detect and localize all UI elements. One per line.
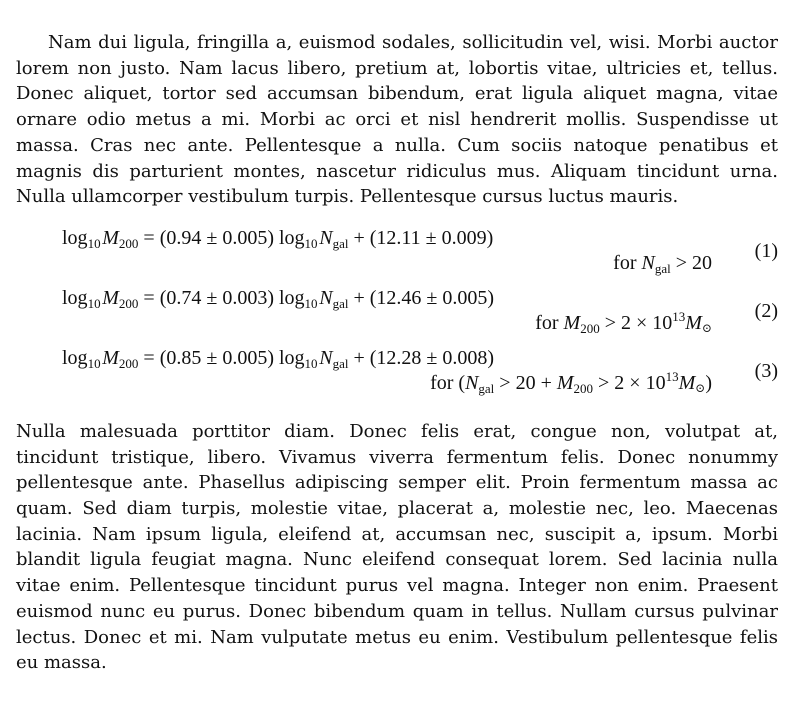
- equation-2-condition: for $M_{200} > 2 \times 10^{13}M_⊙$: [535, 308, 712, 336]
- equation-1-number: (1): [754, 239, 778, 262]
- paragraph-1: Nam dui ligula, fringilla a, euismod sodales, sollicitudin vel, wisi. Morbi auctor lorem non justo. Nam lacus libero, pretium at, lobortis vitae, ultricies et, tellus. Donec aliquet, tortor sed accumsan bibendum, erat ligula aliquet magna, vitae ornare odio metus a mi. Morbi ac orci et nisl hendrerit mollis. Suspendisse ut massa. Cras nec ante. Pellentesque a nulla. Cum sociis natoque penatibus et magnis dis parturient montes, nascetur ridiculus mus. Aliquam tincidunt urna. Nulla ullamcorper vestibulum turpis. Pellentesque cursus luctus mauris.: [16, 32, 778, 208]
- sun-symbol-icon: ⊙: [695, 380, 706, 395]
- equation-3-condition: for $(N_{gal} > 20 + M_{200} > 2 \times 10^{13}M_⊙)$: [430, 368, 712, 396]
- equation-1-condition: for $N_{gal} > 20$: [613, 251, 712, 276]
- equation-1: [16, 225, 778, 285]
- paragraph-2: Nulla malesuada porttitor diam. Donec felis erat, congue non, volutpat at, tincidunt tristique, libero. Vivamus viverra fermentum felis. Donec nonummy pellentesque ante. Phasellus adipiscing semper elit. Proin fermentum massa ac quam. Sed diam turpis, molestie vitae, placerat a, molestie nec, leo. Maecenas lacinia. Nam ipsum ligula, eleifend at, accumsan nec, suscipit a, ipsum. Morbi blandit ligula feugiat magna. Nunc eleifend consequat lorem. Sed lacinia nulla vitae enim. Pellentesque tincidunt purus vel magna. Integer non enim. Praesent euismod nunc eu purus. Donec bibendum quam in tellus. Nullam cursus pulvinar lectus. Donec et mi. Nam vulputate metus eu enim. Vestibulum pellentesque felis eu massa.: [16, 420, 778, 674]
- equation-2-main: $\log_{10}$ $M_{200} = (0.74 \pm 0.003)$ $\log_{10}$ $N_{gal} + (12.46 \pm 0.005)$: [62, 286, 495, 311]
- equation-2-number: (2): [754, 299, 778, 322]
- equation-3: [16, 345, 778, 405]
- equation-3-number: (3): [754, 359, 778, 382]
- document-page: [16, 30, 778, 676]
- equation-3-main: $\log_{10}$ $M_{200} = (0.85 \pm 0.005)$ $\log_{10}$ $N_{gal} + (12.28 \pm 0.008)$: [62, 346, 495, 371]
- sun-symbol-icon: ⊙: [701, 320, 712, 335]
- equation-block: [16, 225, 778, 405]
- equation-2: [16, 285, 778, 345]
- equation-1-main: $\log_{10}$ $M_{200} = (0.94 \pm 0.005)$ $\log_{10}$ $N_{gal} + (12.11 \pm 0.009)$: [62, 226, 494, 251]
